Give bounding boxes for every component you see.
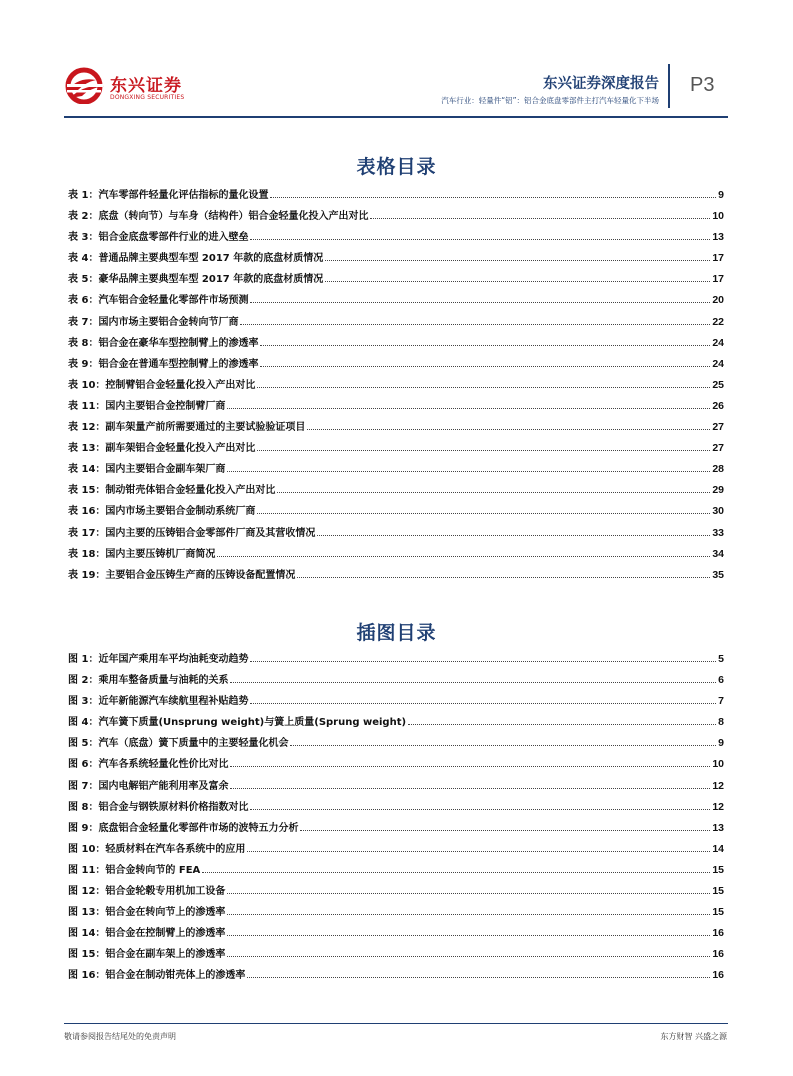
toc-entry[interactable]	[68, 713, 724, 734]
toc-entry-label: 图 6：汽车各系统轻量化性价比对比	[68, 759, 229, 771]
toc-entry[interactable]	[68, 249, 724, 270]
footer-slogan: 东方财智 兴盛之源	[660, 1032, 727, 1041]
toc-leader-dots	[202, 872, 710, 873]
toc-entry-page: 28	[712, 463, 724, 476]
toc-leader-dots	[257, 513, 710, 514]
toc-entry-page: 20	[712, 294, 724, 307]
toc-entry[interactable]	[68, 313, 724, 334]
toc-entry-page: 15	[712, 863, 724, 876]
toc-leader-dots	[257, 387, 710, 388]
toc-entry-page: 35	[712, 568, 724, 581]
toc-leader-dots	[270, 197, 716, 198]
toc-leader-dots	[277, 492, 710, 493]
toc-entry-page: 10	[712, 758, 724, 771]
toc-entry[interactable]	[68, 819, 724, 840]
header-divider	[668, 64, 670, 108]
toc-entry-page: 17	[712, 273, 724, 286]
toc-leader-dots	[300, 830, 710, 831]
logo-cn-text: 东兴证券	[110, 76, 182, 96]
toc-entry-page: 27	[712, 421, 724, 434]
toc-entry-label: 图 2：乘用车整备质量与油耗的关系	[68, 675, 229, 687]
toc-leader-dots	[307, 429, 710, 430]
toc-entry-page: 15	[712, 906, 724, 919]
report-subtitle: 汽车行业：轻量件“铝”：铝合金底盘零部件主打汽车轻量化下半场	[441, 96, 659, 105]
toc-entry-label: 图 14：铝合金在控制臂上的渗透率	[68, 928, 226, 940]
toc-entry-label: 表 10：控制臂铝合金轻量化投入产出对比	[68, 379, 256, 391]
toc-entry-label: 表 18：国内主要压铸机厂商简况	[68, 548, 216, 560]
toc-entry[interactable]	[68, 545, 724, 566]
toc-entry-label: 表 1：汽车零部件轻量化评估指标的量化设置	[68, 190, 269, 201]
toc-leader-dots	[227, 471, 710, 472]
toc-entry-page: 12	[712, 779, 724, 792]
toc-entry[interactable]	[68, 692, 724, 713]
footer-disclaimer: 敬请参阅报告结尾处的免责声明	[64, 1032, 176, 1041]
toc-entry-page: 16	[712, 969, 724, 982]
toc-entry[interactable]	[68, 945, 724, 966]
toc-entry-page: 9	[718, 189, 724, 201]
toc-entry[interactable]	[68, 966, 724, 987]
toc-entry-page: 7	[718, 695, 724, 708]
toc-entry[interactable]	[68, 671, 724, 692]
toc-entry-label: 图 15：铝合金在副车架上的渗透率	[68, 949, 226, 961]
toc-entry-page: 34	[712, 547, 724, 560]
toc-entry-label: 表 4：普通品牌主要典型车型 2017 年款的底盘材质情况	[68, 253, 324, 265]
toc-entry-label: 图 16：铝合金在制动钳壳体上的渗透率	[68, 970, 246, 982]
toc-entry-label: 图 9：底盘铝合金轻量化零部件市场的波特五力分析	[68, 822, 299, 834]
toc-entry-label: 表 7：国内市场主要铝合金转向节厂商	[68, 316, 239, 328]
toc-leader-dots	[250, 703, 716, 704]
toc-leader-dots	[230, 682, 716, 683]
toc-entry[interactable]	[68, 355, 724, 376]
toc-entry-page: 8	[718, 716, 724, 729]
toc-leader-dots	[408, 724, 716, 725]
toc-entry-page: 15	[712, 885, 724, 898]
toc-leader-dots	[250, 809, 710, 810]
toc-entry[interactable]	[68, 334, 724, 355]
toc-leader-dots	[250, 661, 716, 662]
toc-leader-dots	[250, 302, 710, 303]
toc-entry-label: 图 4：汽车簧下质量(Unsprung weight)与簧上质量(Sprung weight)	[68, 717, 407, 729]
toc-entry-label: 表 9：铝合金在普通车型控制臂上的渗透率	[68, 358, 259, 370]
toc-entry-label: 图 10：轻质材料在汽车各系统中的应用	[68, 843, 246, 855]
toc-entry-label: 表 8：铝合金在豪华车型控制臂上的渗透率	[68, 337, 259, 349]
toc-leader-dots	[317, 535, 710, 536]
toc-entry[interactable]	[68, 566, 724, 587]
toc-entry-page: 5	[718, 653, 724, 665]
toc-entry[interactable]	[68, 481, 724, 502]
toc-entry-page: 13	[712, 821, 724, 834]
toc-entry[interactable]	[68, 840, 724, 861]
toc-entry-label: 图 11：铝合金转向节的 FEA	[68, 864, 201, 876]
toc-entry-label: 表 17：国内主要的压铸铝合金零部件厂商及其营收情况	[68, 527, 316, 539]
toc-entry-page: 27	[712, 442, 724, 455]
toc-leader-dots	[240, 324, 710, 325]
footer-rule	[64, 1023, 728, 1024]
toc-entry-page: 29	[712, 484, 724, 497]
report-type: 东兴证券深度报告	[543, 76, 659, 92]
toc-leader-dots	[247, 977, 710, 978]
toc-entry[interactable]	[68, 524, 724, 545]
toc-entry-page: 16	[712, 948, 724, 961]
toc-leader-dots	[260, 366, 710, 367]
toc-entry-label: 表 3：铝合金底盘零部件行业的进入壁垒	[68, 232, 249, 244]
toc-leader-dots	[230, 766, 710, 767]
figure-toc-list	[68, 650, 724, 988]
toc-entry-page: 12	[712, 800, 724, 813]
logo-en-text: DONGXING SECURITIES	[110, 94, 185, 101]
toc-entry[interactable]	[68, 755, 724, 776]
toc-entry[interactable]	[68, 418, 724, 439]
toc-entry-label: 表 6：汽车铝合金轻量化零部件市场预测	[68, 295, 249, 307]
toc-entry[interactable]	[68, 861, 724, 882]
toc-entry-label: 图 8：铝合金与钢铁原材料价格指数对比	[68, 801, 249, 813]
toc-entry-label: 图 13：铝合金在转向节上的渗透率	[68, 907, 226, 919]
figure-toc-title: 插图目录	[356, 622, 437, 644]
toc-leader-dots	[297, 577, 710, 578]
toc-entry-page: 17	[712, 252, 724, 265]
toc-entry[interactable]	[68, 439, 724, 460]
toc-leader-dots	[325, 260, 710, 261]
toc-leader-dots	[250, 239, 710, 240]
toc-entry-page: 10	[712, 210, 724, 223]
page-number: P3	[690, 74, 715, 96]
toc-entry-label: 图 3：近年新能源汽车续航里程补贴趋势	[68, 696, 249, 708]
toc-entry-page: 30	[712, 505, 724, 518]
toc-entry-label: 表 15：制动钳壳体铝合金轻量化投入产出对比	[68, 485, 276, 497]
toc-entry-label: 表 2：底盘（转向节）与车身（结构件）铝合金轻量化投入产出对比	[68, 211, 369, 223]
toc-entry-label: 表 11：国内主要铝合金控制臂厂商	[68, 400, 226, 412]
toc-entry-page: 24	[712, 357, 724, 370]
toc-entry[interactable]	[68, 186, 724, 207]
toc-leader-dots	[230, 788, 710, 789]
toc-leader-dots	[290, 745, 716, 746]
company-logo	[64, 66, 194, 104]
toc-leader-dots	[370, 218, 710, 219]
table-toc-list	[68, 186, 724, 587]
toc-leader-dots	[257, 450, 710, 451]
toc-entry-label: 表 12：副车架量产前所需要通过的主要试验验证项目	[68, 422, 306, 434]
toc-entry-label: 图 12：铝合金轮毂专用机加工设备	[68, 886, 226, 898]
toc-entry[interactable]	[68, 376, 724, 397]
toc-entry-label: 图 1：近年国产乘用车平均油耗变动趋势	[68, 654, 249, 665]
toc-entry-label: 表 16：国内市场主要铝合金制动系统厂商	[68, 506, 256, 518]
toc-entry[interactable]	[68, 650, 724, 671]
toc-entry-page: 6	[718, 674, 724, 687]
toc-leader-dots	[227, 914, 710, 915]
toc-entry[interactable]	[68, 734, 724, 755]
toc-entry-page: 9	[718, 737, 724, 750]
toc-entry-label: 表 19：主要铝合金压铸生产商的压铸设备配置情况	[68, 569, 296, 581]
toc-entry-page: 16	[712, 927, 724, 940]
toc-leader-dots	[227, 935, 710, 936]
toc-leader-dots	[247, 851, 710, 852]
toc-entry-label: 表 13：副车架铝合金轻量化投入产出对比	[68, 443, 256, 455]
toc-entry-page: 14	[712, 842, 724, 855]
toc-entry-page: 13	[712, 231, 724, 244]
toc-entry[interactable]	[68, 924, 724, 945]
toc-leader-dots	[217, 556, 710, 557]
toc-entry-page: 33	[712, 526, 724, 539]
toc-entry-page: 25	[712, 378, 724, 391]
toc-leader-dots	[325, 281, 710, 282]
toc-entry[interactable]	[68, 270, 724, 291]
toc-entry[interactable]	[68, 502, 724, 523]
header-rule	[64, 116, 728, 118]
toc-leader-dots	[227, 408, 710, 409]
toc-entry-page: 26	[712, 399, 724, 412]
dongxing-logo-icon	[64, 66, 108, 104]
toc-leader-dots	[227, 893, 710, 894]
toc-entry-label: 图 7：国内电解铝产能利用率及富余	[68, 780, 229, 792]
toc-entry[interactable]	[68, 777, 724, 798]
toc-entry[interactable]	[68, 903, 724, 924]
toc-entry[interactable]	[68, 798, 724, 819]
toc-entry[interactable]	[68, 397, 724, 418]
toc-leader-dots	[227, 956, 710, 957]
toc-entry-page: 24	[712, 336, 724, 349]
toc-entry[interactable]	[68, 882, 724, 903]
toc-entry-label: 表 14：国内主要铝合金副车架厂商	[68, 464, 226, 476]
toc-entry-label: 图 5：汽车（底盘）簧下质量中的主要轻量化机会	[68, 738, 289, 750]
table-toc-title: 表格目录	[356, 156, 437, 178]
toc-entry[interactable]	[68, 460, 724, 481]
toc-leader-dots	[260, 345, 710, 346]
toc-entry[interactable]	[68, 207, 724, 228]
toc-entry[interactable]	[68, 291, 724, 312]
toc-entry[interactable]	[68, 228, 724, 249]
toc-entry-label: 表 5：豪华品牌主要典型车型 2017 年款的底盘材质情况	[68, 274, 324, 286]
toc-entry-page: 22	[712, 315, 724, 328]
